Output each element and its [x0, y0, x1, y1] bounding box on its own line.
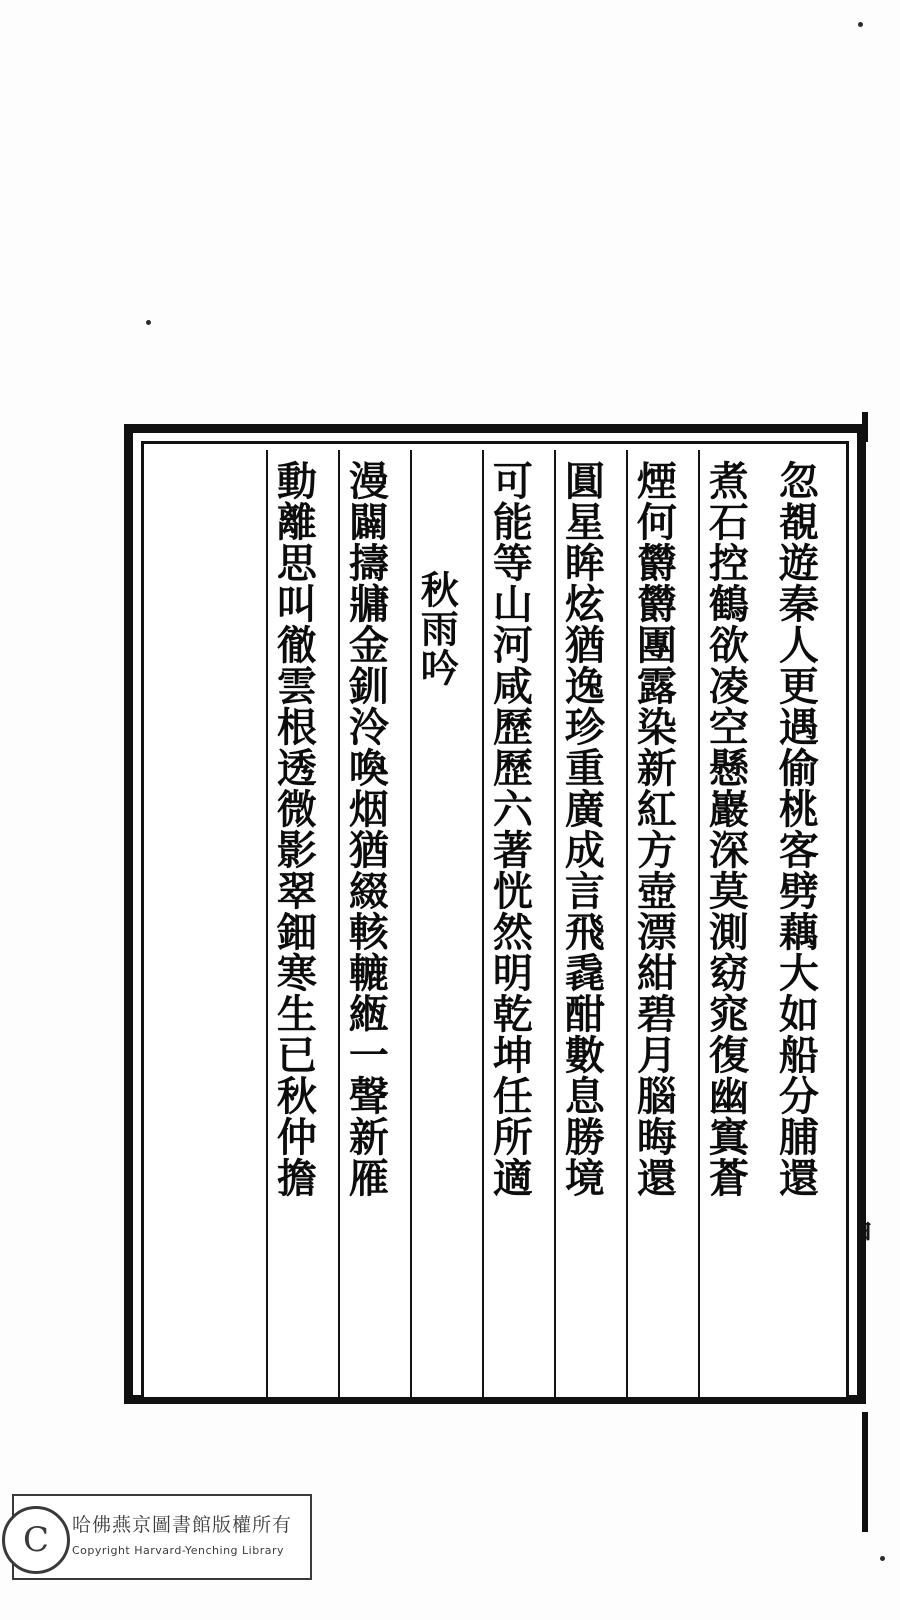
text-columns	[144, 444, 846, 1397]
column-text: 動離思叫徹雲根透微影翠鈿寒生已秋仲擔	[270, 460, 318, 1198]
page-edge-rule-bottom	[862, 1412, 868, 1532]
column-text: 可能等山河咸歷歷六著恍然明乾坤任所適	[486, 460, 534, 1198]
text-column-4	[554, 450, 626, 1397]
stamp-english-text: Copyright Harvard-Yenching Library	[72, 1544, 284, 1557]
column-text: 煮石控鶴欲凌空懸巖深莫測窈窕復幽窴蒼	[702, 460, 750, 1198]
column-text: 漫闢擣牅金釧泠喚烟猶綴輆轆緪一聲新雁	[342, 460, 390, 1198]
text-column-2	[698, 450, 770, 1397]
text-column-5	[482, 450, 554, 1397]
column-text: 圓星眸炫猶逸珍重廣成言飛毳酣數息勝境	[558, 460, 606, 1198]
scan-speck	[880, 1556, 885, 1561]
stamp-chinese-text: 哈佛燕京圖書館版權所有	[72, 1514, 293, 1536]
poem-title: 秋雨吟	[414, 570, 460, 687]
woodblock-frame	[124, 424, 866, 1404]
copyright-icon: C	[2, 1506, 70, 1574]
scan-speck	[858, 22, 863, 27]
scan-speck	[146, 320, 151, 325]
text-column-7	[338, 450, 410, 1397]
text-column-1	[770, 450, 842, 1397]
text-column-8	[266, 450, 338, 1397]
text-column-3	[626, 450, 698, 1397]
column-text: 煙何欝欝團露染新紅方壺漂紺碧月腦晦還	[630, 460, 678, 1198]
poem-title-column	[410, 450, 482, 1397]
column-text: 忽覩遊秦人更遇偷桃客劈藕大如船分脯還	[772, 460, 820, 1198]
woodblock-inner-border	[141, 441, 849, 1397]
library-copyright-stamp	[12, 1494, 312, 1580]
